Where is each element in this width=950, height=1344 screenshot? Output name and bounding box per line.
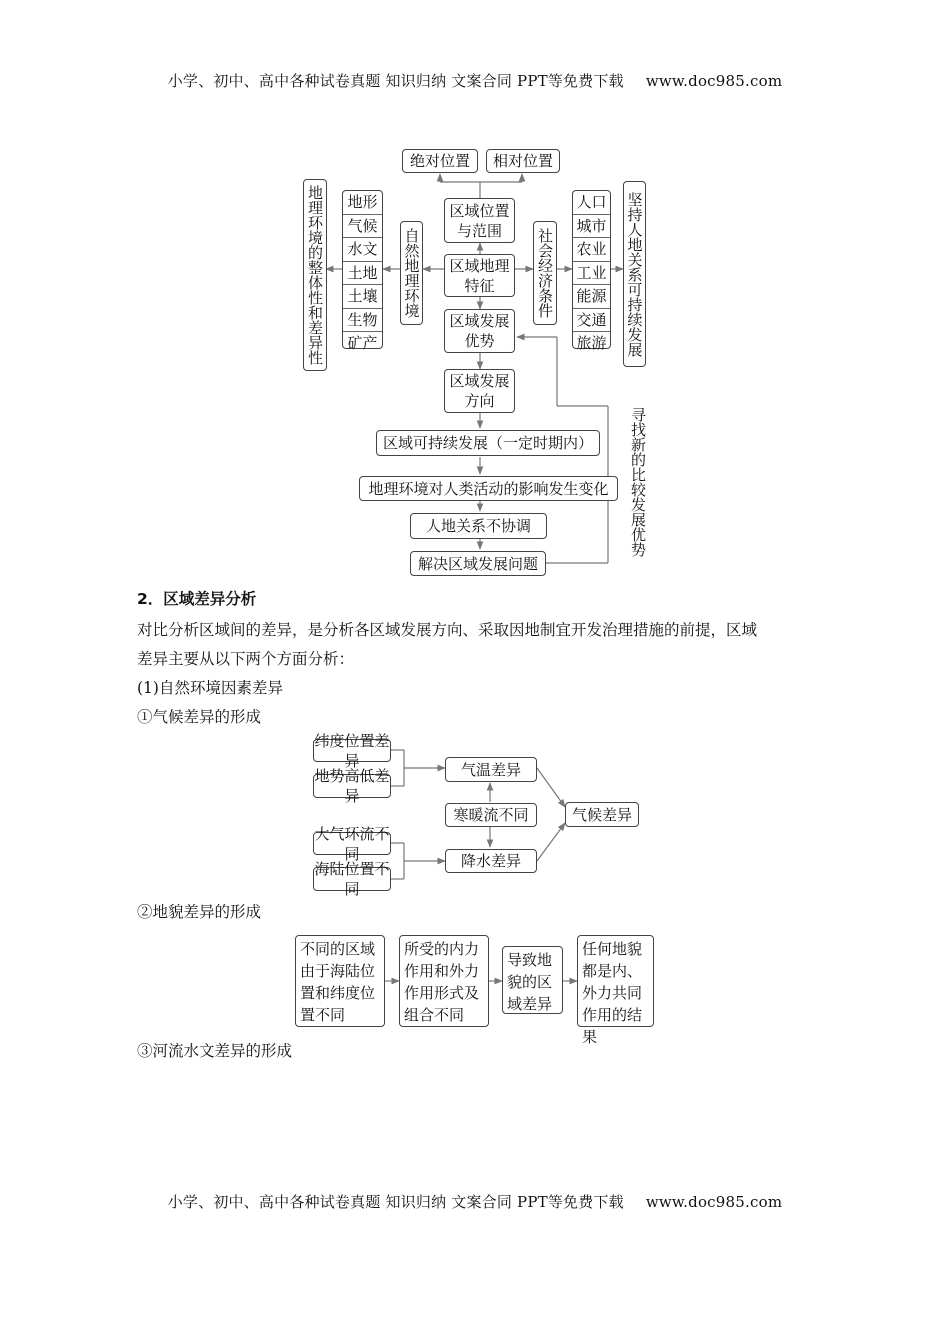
- discord-box: 人地关系不协调: [410, 513, 547, 539]
- social-factor: 能源: [573, 285, 610, 309]
- sea-land-box: 海陆位置不同: [314, 860, 390, 898]
- section-heading: 2．区域差异分析: [137, 590, 257, 608]
- solve-problems-box: 解决区域发展问题: [410, 551, 546, 576]
- circulation-box: 大气环流不同: [314, 824, 390, 863]
- natural-factor: 土地: [343, 262, 382, 286]
- social-factor: 农业: [573, 238, 610, 262]
- landform-result-box: 任何地貌都是内、外力共同作用的结果: [577, 935, 654, 1027]
- natural-factor: 地形: [343, 191, 382, 215]
- climate-diff-box: 气候差异: [565, 802, 639, 827]
- footer-text: 小学、初中、高中各种试卷真题 知识归纳 文案合同 PPT等免费下载: [167, 1193, 624, 1211]
- natural-factor: 土壤: [343, 285, 382, 309]
- social-factor: 人口: [573, 191, 610, 215]
- natural-factor: 矿产: [347, 334, 378, 352]
- ocean-current-box: 寒暖流不同: [445, 803, 537, 827]
- natural-factor: 生物: [343, 309, 382, 333]
- paragraph-line-2: 差异主要从以下两个方面分析：: [137, 650, 355, 668]
- altitude-diff-box: 地势高低差异: [314, 767, 390, 805]
- social-factor: 工业: [573, 262, 610, 286]
- header-url: www.doc985.com: [645, 72, 783, 90]
- relative-location-box: 相对位置: [486, 149, 560, 173]
- sustainable-dev-box: 区域可持续发展（一定时期内）: [376, 430, 600, 456]
- latitude-diff-box: 纬度位置差异: [314, 731, 390, 770]
- force-action-box: 所受的内力作用和外力作用形式及组合不同: [399, 935, 489, 1027]
- feedback-label: 寻找新的比较发展优势: [629, 407, 647, 557]
- temperature-diff-box: 气温差异: [445, 757, 537, 782]
- natural-environment-label: 自然地理环境: [402, 228, 421, 318]
- dev-advantage-label: 区域发展优势: [449, 312, 510, 350]
- location-range-label: 区域位置与范围: [449, 201, 510, 240]
- page-footer: [0, 1191, 950, 1212]
- item-climate: ①气候差异的形成: [137, 708, 262, 726]
- dev-direction-label: 区域发展方向: [449, 372, 510, 410]
- paragraph-line-1: 对比分析区域间的差异，是分析各区域发展方向、采取因地制宜开发治理措施的前提，区域: [137, 621, 758, 639]
- landform-cause-box: 不同的区域由于海陆位置和纬度位置不同: [295, 935, 385, 1027]
- footer-url: www.doc985.com: [645, 1193, 783, 1211]
- subheading-natural: (1)自然环境因素差异: [137, 679, 283, 697]
- geo-features-label: 区域地理特征: [449, 256, 510, 295]
- header-text: 小学、初中、高中各种试卷真题 知识归纳 文案合同 PPT等免费下载: [167, 72, 624, 90]
- absolute-location-box: 绝对位置: [402, 149, 478, 173]
- sustainable-label: 坚持人地关系可持续发展: [625, 191, 644, 357]
- social-factor: 城市: [573, 215, 610, 239]
- social-factor: 交通: [573, 309, 610, 333]
- influence-change-box: 地理环境对人类活动的影响发生变化: [359, 476, 618, 501]
- natural-factor: 水文: [343, 238, 382, 262]
- item-hydrology: ③河流水文差异的形成: [137, 1042, 293, 1060]
- precipitation-diff-box: 降水差异: [445, 849, 537, 873]
- item-landform: ②地貌差异的形成: [137, 903, 262, 921]
- social-economic-label: 社会经济条件: [536, 228, 554, 318]
- integrity-difference-label: 地理环境的整体性和差异性: [306, 185, 324, 365]
- social-factor: 旅游: [576, 334, 607, 352]
- natural-factor: 气候: [343, 215, 382, 239]
- landform-diff-box: 导致地貌的区域差异: [502, 946, 563, 1014]
